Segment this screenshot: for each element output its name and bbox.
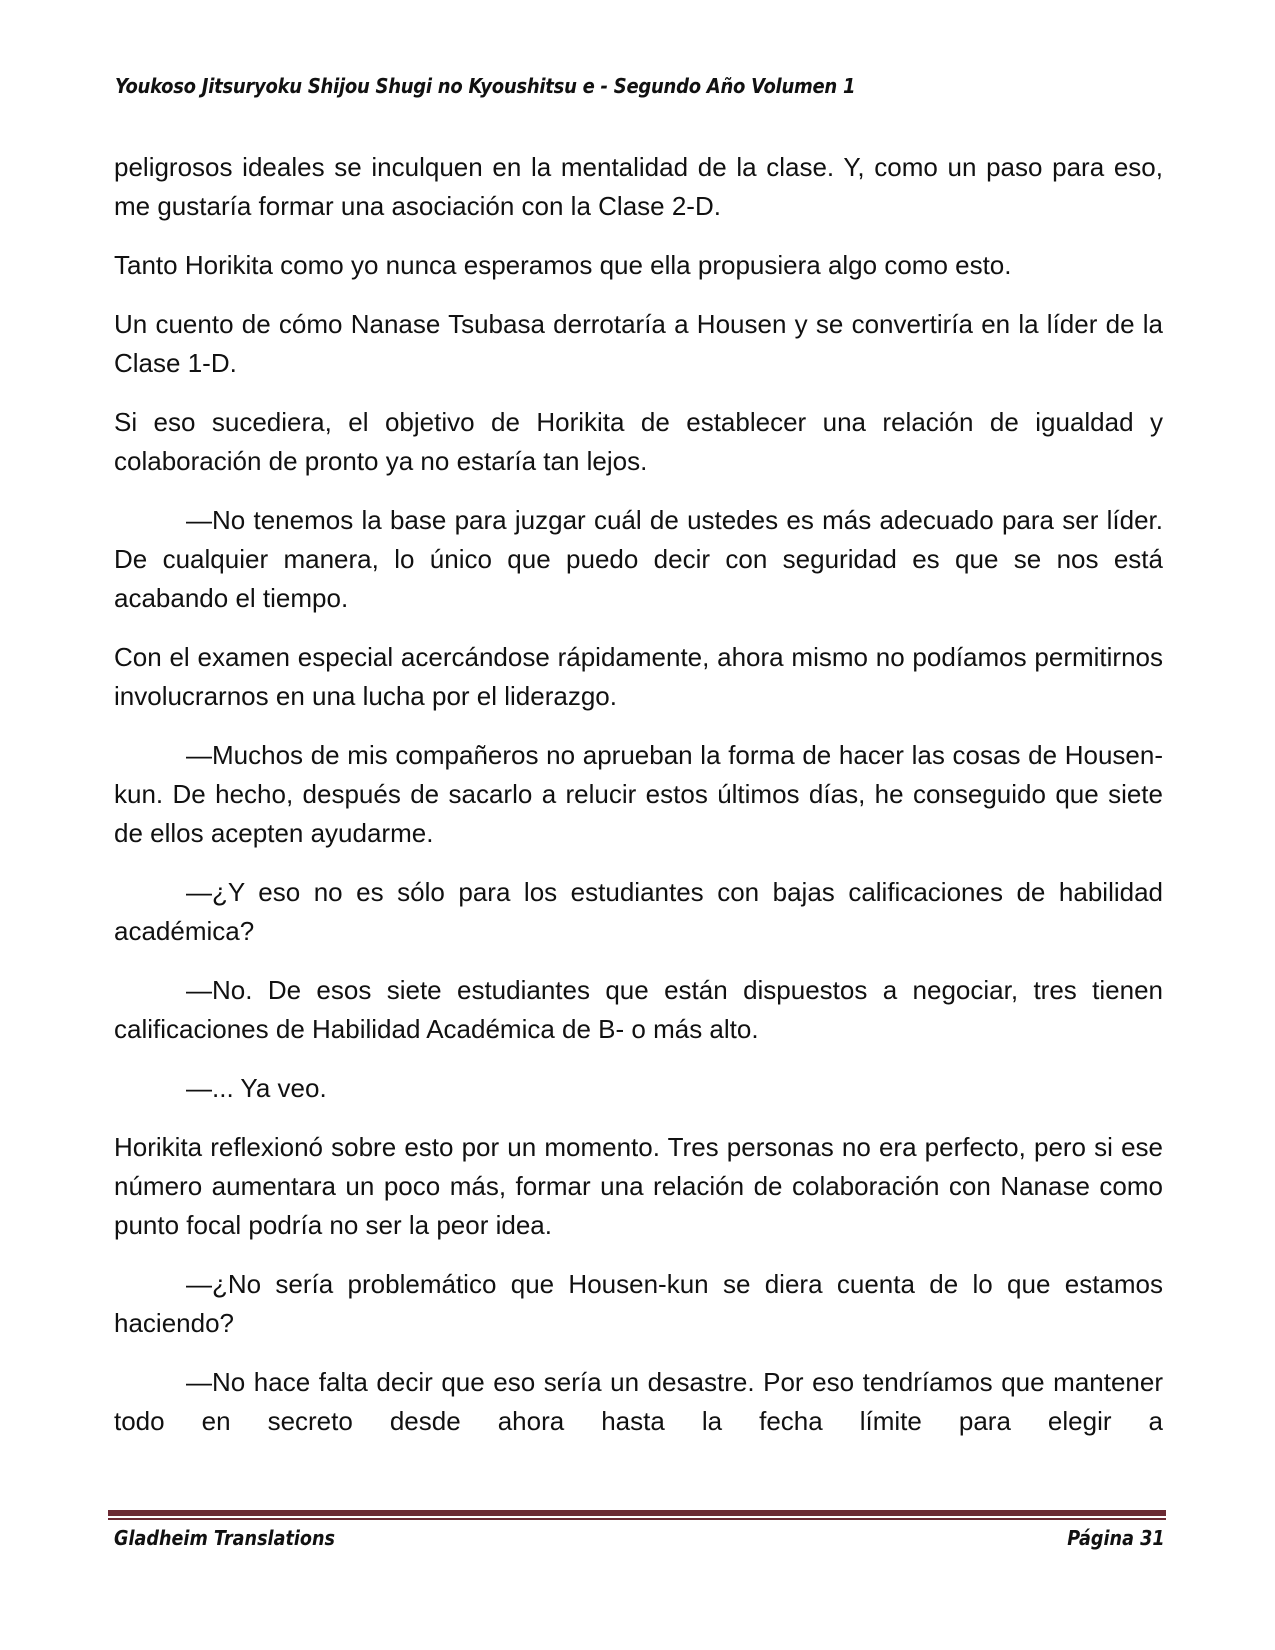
footer-translator: Gladheim Translations xyxy=(114,1526,336,1550)
paragraph: —¿No sería problemático que Housen-kun se diera cuenta de lo que estamos haciendo? xyxy=(114,1269,1163,1338)
paragraph: —No hace falta decir que eso sería un desastre. Por eso tendríamos que mantener todo en secreto desde ahora hasta la fecha límite para elegir a xyxy=(114,1367,1163,1436)
paragraph: —Muchos de mis compañeros no aprueban la forma de hacer las cosas de Housen-kun. De hecho, después de sacarlo a relucir estos últimos días, he conseguido que siete de ellos acepten ayudarme. xyxy=(114,740,1163,848)
paragraph: —No. De esos siete estudiantes que están dispuestos a negociar, tres tienen calificaciones de Habilidad Académica de B- o más alto. xyxy=(114,975,1163,1044)
paragraph: Tanto Horikita como yo nunca esperamos que ella propusiera algo como esto. xyxy=(114,250,1012,280)
running-header: Youkoso Jitsuryoku Shijou Shugi no Kyoushitsu e - Segundo Año Volumen 1 xyxy=(115,74,856,98)
paragraph: peligrosos ideales se inculquen en la mentalidad de la clase. Y, como un paso para eso, me gustaría formar una asociación con la Clase 2-D. xyxy=(114,152,1163,221)
paragraph: —No tenemos la base para juzgar cuál de ustedes es más adecuado para ser líder. De cualquier manera, lo único que puedo decir con seguridad es que se nos está acabando el tiempo. xyxy=(114,505,1163,613)
paragraph: —¿Y eso no es sólo para los estudiantes con bajas calificaciones de habilidad académica? xyxy=(114,877,1163,946)
paragraph: Si eso sucediera, el objetivo de Horikita de establecer una relación de igualdad y colaboración de pronto ya no estaría tan lejos. xyxy=(114,407,1163,476)
footer-page-number: Página 31 xyxy=(1067,1526,1165,1550)
page-body xyxy=(114,148,1163,1461)
paragraph: Con el examen especial acercándose rápidamente, ahora mismo no podíamos permitirnos involucrarnos en una lucha por el liderazgo. xyxy=(114,642,1163,711)
footer-divider xyxy=(108,1510,1166,1520)
paragraph: Horikita reflexionó sobre esto por un momento. Tres personas no era perfecto, pero si ese número aumentara un poco más, formar una relación de colaboración con Nanase como punto focal podría no ser la peor idea. xyxy=(114,1132,1163,1240)
paragraph: —... Ya veo. xyxy=(186,1073,327,1103)
paragraph: Un cuento de cómo Nanase Tsubasa derrotaría a Housen y se convertiría en la líder de la Clase 1-D. xyxy=(114,309,1163,378)
